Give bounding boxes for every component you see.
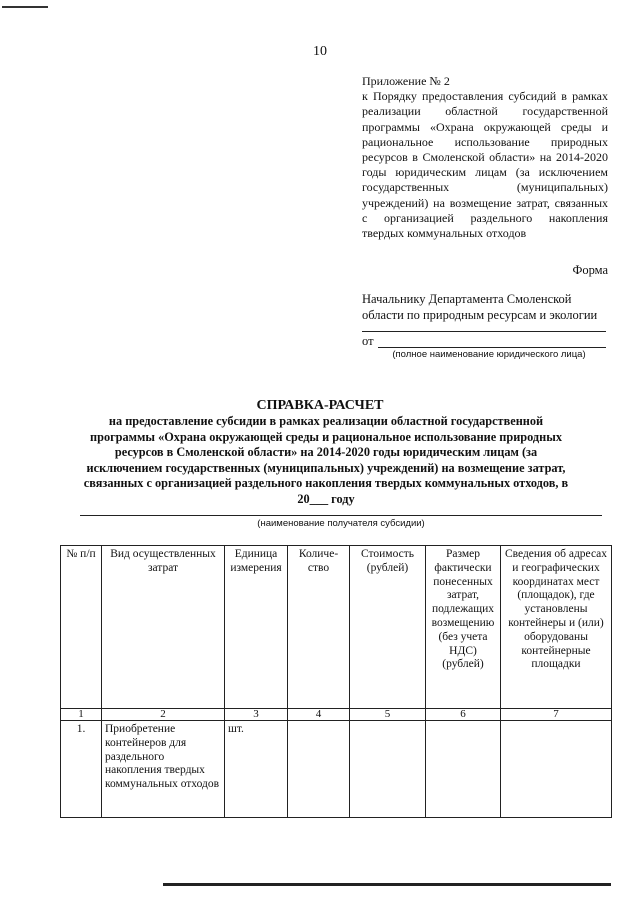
recipient-caption: (наименование получателя субсидии) bbox=[257, 518, 425, 529]
table-header-row bbox=[61, 546, 612, 709]
column-number: 2 bbox=[102, 709, 225, 721]
column-number: 6 bbox=[426, 709, 501, 721]
recipient-blank-line bbox=[80, 515, 602, 516]
legal-entity-hint: (полное наименование юридического лица) bbox=[392, 349, 586, 360]
header-reimbursable: Размер фактически понесенных затрат, подлежащих возмещению (без учета НДС) (рублей) bbox=[426, 546, 501, 709]
row-locations bbox=[501, 721, 612, 818]
page-number: 10 bbox=[313, 44, 327, 59]
header-unit: Единица измерения bbox=[225, 546, 288, 709]
column-number: 1 bbox=[61, 709, 102, 721]
header-quantity: Количе-ство bbox=[288, 546, 350, 709]
row-number: 1. bbox=[61, 721, 102, 818]
document-subtitle: на предоставление субсидии в рамках реализации областной государственной программы «Охрана окружающей среды и рациональное использование природных ресурсов в Смоленской области» на 2014-2020 годы юридическим лицам (за исключением государственных (муниципальных) учреждений) на возмещение затрат, связанных с организацией раздельного накопления твердых коммунальных отходов, в 20___ году bbox=[83, 414, 569, 506]
appendix-title: Приложение № 2 bbox=[362, 74, 450, 88]
table-row bbox=[61, 721, 612, 818]
column-number: 5 bbox=[350, 709, 426, 721]
corner-mark bbox=[2, 6, 48, 8]
row-quantity bbox=[288, 721, 350, 818]
bottom-rule bbox=[163, 883, 611, 886]
column-number: 7 bbox=[501, 709, 612, 721]
from-label: от bbox=[362, 334, 374, 348]
row-reimbursable bbox=[426, 721, 501, 818]
appendix-block bbox=[362, 74, 608, 241]
appendix-text: к Порядку предоставления субсидий в рамках реализации областной государственной программы «Охрана окружающей среды и рациональное использование природных ресурсов в Смоленской области» на 2014-2020 годы юридическим лицам (за исключением государственных (муниципальных) учреждений) на возмещение затрат, связанных с организацией раздельного накопления твердых коммунальных отходов bbox=[362, 89, 608, 241]
document-title: СПРАВКА-РАСЧЕТ bbox=[256, 398, 384, 413]
row-unit: шт. bbox=[225, 721, 288, 818]
form-label: Форма bbox=[572, 263, 608, 277]
addressee-blank-line bbox=[362, 331, 606, 332]
addressee-text: Начальнику Департамента Смоленской области по природным ресурсам и экологии bbox=[362, 292, 598, 322]
header-locations: Сведения об адресах и географических координатах мест (площадок), где установлены контейнеры и (или) оборудованы контейнерные площадки bbox=[501, 546, 612, 709]
calculation-table bbox=[60, 545, 612, 818]
row-expense-type: Приобретение контейнеров для раздельного накопления твердых коммунальных отходов bbox=[102, 721, 225, 818]
header-number: № п/п bbox=[61, 546, 102, 709]
header-expense-type: Вид осуществленных затрат bbox=[102, 546, 225, 709]
row-cost bbox=[350, 721, 426, 818]
header-cost: Стоимость (рублей) bbox=[350, 546, 426, 709]
column-number: 3 bbox=[225, 709, 288, 721]
column-number: 4 bbox=[288, 709, 350, 721]
from-blank-line bbox=[378, 347, 606, 348]
column-number-row bbox=[61, 709, 612, 721]
